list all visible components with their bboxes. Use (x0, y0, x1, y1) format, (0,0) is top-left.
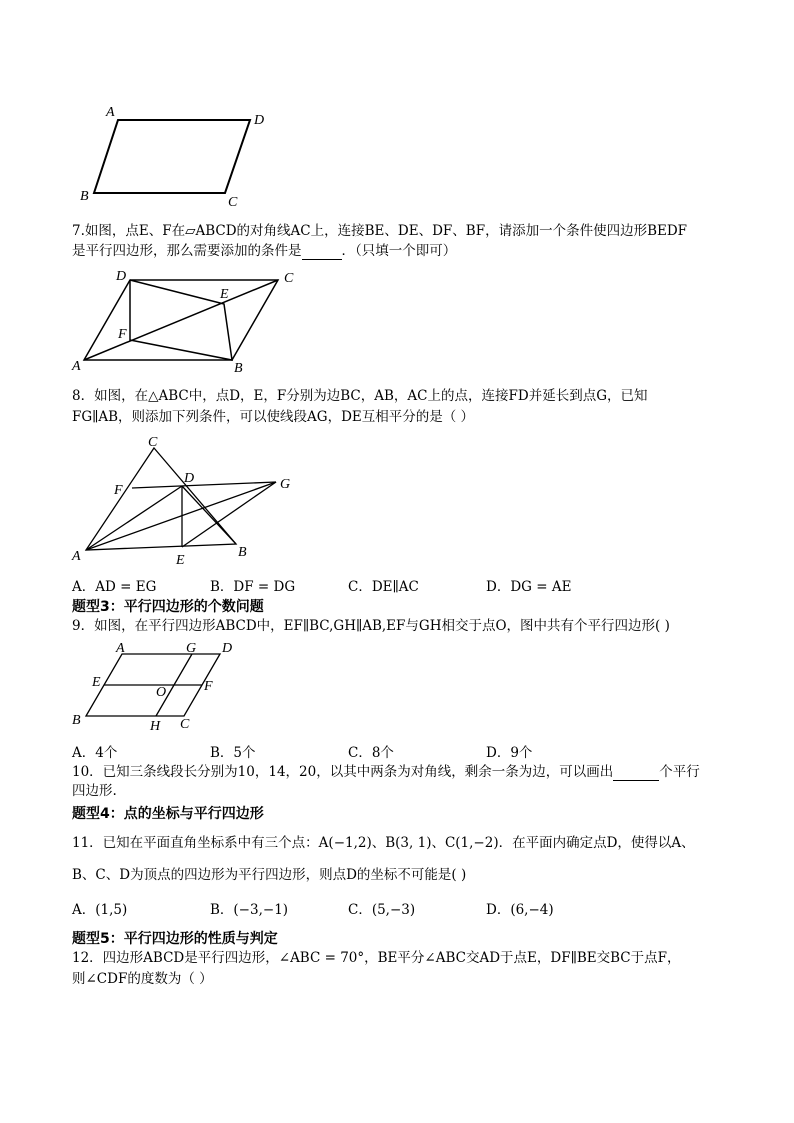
q7-figure (70, 262, 310, 376)
q7-label-C: C (284, 271, 294, 286)
q9-label-H: H (150, 719, 161, 734)
q7-diagonal-ac (84, 280, 278, 360)
q8-option-d[interactable]: D．DG = AE (486, 579, 572, 595)
q7-label-D: D (116, 269, 127, 284)
q8-label-B: B (238, 545, 247, 560)
q8-line2: FG∥AB，则添加下列条件，可以使线段AG，DE互相平分的是（ ） (72, 409, 475, 425)
q10-answer-blank[interactable] (613, 766, 659, 781)
parallelogram-figure (70, 100, 290, 210)
q11-line2: B、C、D为顶点的四边形为平行四边形，则点D的坐标不可能是( ) (72, 867, 467, 883)
q10-line1-pre: 10．已知三条线段长分别为10，14，20，以其中两条为对角线，剩余一条为边，可以画出 (72, 764, 614, 780)
q12-line1: 12．四边形ABCD是平行四边形，∠ABC = 70°，BE平分∠ABC交AD于点E，DF∥BE交BC于点F， (72, 950, 681, 966)
q8-label-G: G (280, 477, 291, 492)
q7-label-F: F (118, 327, 127, 342)
q9-option-a[interactable]: A．4个 (72, 745, 118, 761)
parallelogram-shape (94, 120, 250, 193)
section4-heading: 题型4：点的坐标与平行四边形 (72, 806, 264, 822)
q7-line2 (72, 242, 456, 260)
q9-label-O: O (156, 685, 167, 700)
q8-label-D: D (184, 471, 195, 486)
q7-answer-blank[interactable] (302, 245, 342, 260)
q8-option-b[interactable]: B．DF = DG (210, 579, 296, 595)
q11-line1: 11．已知在平面直角坐标系中有三个点：A(−1,2)、B(3, 1)、C(1,−2)．在平面内确定点D，使得以A、 (72, 835, 695, 851)
q7-label-E: E (220, 287, 229, 302)
label-A: A (106, 105, 115, 120)
q7-line2-pre: 是平行四边形，那么需要添加的条件是 (72, 243, 302, 259)
q10-line1-post: 个平行 (659, 764, 700, 780)
q9-label-D: D (222, 641, 233, 656)
q9-figure (70, 638, 250, 733)
section5-heading: 题型5：平行四边形的性质与判定 (72, 931, 278, 947)
q12-line2: 则∠CDF的度数为（ ） (72, 971, 213, 987)
q8-segment-ad (86, 486, 182, 550)
q10-line2: 四边形. (72, 783, 117, 799)
q9-label-A: A (116, 641, 125, 656)
q9-label-B: B (72, 713, 81, 728)
q9-line1: 9．如图，在平行四边形ABCD中，EF∥BC,GH∥AB,EF与GH相交于点O，图中共有个平行四边形( ) (72, 618, 670, 634)
q9-label-E: E (92, 675, 101, 690)
label-B: B (80, 189, 89, 204)
label-C: C (228, 195, 238, 210)
section3-heading: 题型3：平行四边形的个数问题 (72, 599, 264, 615)
q8-option-a[interactable]: A．AD = EG (72, 579, 157, 595)
q9-option-c[interactable]: C．8个 (348, 745, 394, 761)
q8-label-E: E (176, 553, 185, 568)
q11-option-d[interactable]: D．(6,−4) (486, 902, 554, 918)
q8-line1: 8．如图，在△ABC中，点D，E，F分别为边BC，AB，AC上的点，连接FD并延长到点G，已知 (72, 388, 648, 404)
q10-line1 (72, 763, 700, 781)
q8-figure (70, 432, 310, 572)
q11-option-b[interactable]: B．(−3,−1) (210, 902, 289, 918)
q7-label-A: A (72, 359, 81, 374)
q9-label-C: C (180, 717, 190, 732)
q8-option-c[interactable]: C．DE∥AC (348, 579, 419, 595)
q7-label-B: B (234, 361, 243, 376)
q9-label-G: G (186, 641, 197, 656)
q9-label-F: F (204, 679, 213, 694)
q8-segment-fg (132, 482, 276, 488)
q8-label-A: A (72, 549, 81, 564)
q11-option-c[interactable]: C．(5,−3) (348, 902, 416, 918)
q8-label-F: F (114, 483, 123, 498)
q8-label-C: C (148, 435, 158, 450)
q9-option-d[interactable]: D．9个 (486, 745, 533, 761)
q7-line1: 7.如图，点E、F在▱ABCD的对角线AC上，连接BE、DE、DF、BF，请添加一个条件使四边形BEDF (72, 223, 688, 239)
q9-option-b[interactable]: B．5个 (210, 745, 256, 761)
label-D: D (254, 113, 265, 128)
q11-option-a[interactable]: A．(1,5) (72, 902, 128, 918)
q7-line2-post: ．（只填一个即可） (341, 243, 457, 259)
